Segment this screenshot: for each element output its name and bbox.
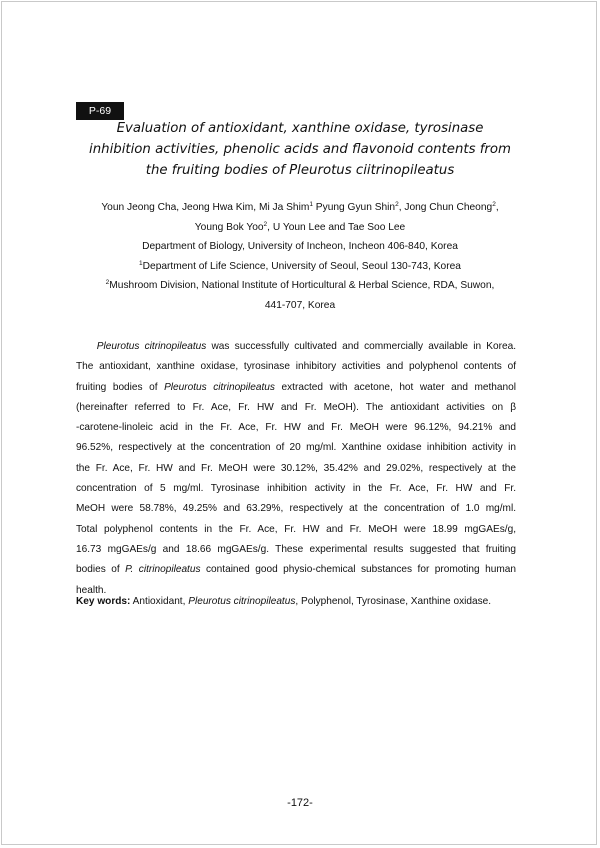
author-line (60, 218, 540, 238)
author-text: Pyung Gyun Shin (312, 202, 396, 213)
abstract-line: The antioxidant, xanthine oxidase, tyrosinase inhibitory activities and polyphenol contents of (76, 361, 516, 373)
page-number: -172- (287, 797, 313, 809)
abstract-line (76, 337, 516, 357)
abstract-text: contained good physio-chemical substances for promoting human (200, 564, 516, 576)
title-line: the fruiting bodies of Pleurotus ciitrinopileatus (145, 163, 455, 178)
affiliation-line: Department of Biology, University of Incheon, Incheon 406-840, Korea (142, 241, 458, 252)
affiliation-text: Mushroom Division, National Institute of Horticultural & Herbal Science, RDA, Suwon, (109, 280, 495, 291)
poster-id-badge: P-69 (76, 102, 124, 120)
abstract-line: Total polyphenol contents in the Fr. Ace, Fr. HW and Fr. MeOH were 18.99 mgGAEs/g, (76, 523, 516, 535)
affiliation-text: Department of Life Science, University of Seoul, Seoul 130-743, Korea (142, 260, 461, 272)
abstract-line: health. (76, 584, 107, 596)
abstract-line (76, 378, 516, 398)
abstract-text: was successfully cultivated and commercially available in Korea. (206, 341, 517, 352)
affiliation-line (60, 257, 540, 277)
author-text: , (495, 202, 499, 213)
author-text: Young Bok Yoo (194, 221, 264, 233)
author-line (60, 198, 540, 218)
affiliation-line: 441-707, Korea (264, 299, 336, 311)
species-name: Pleurotus citrinopileatus (188, 596, 296, 607)
keywords-text: , Polyphenol, Tyrosinase, Xanthine oxidase. (295, 596, 492, 607)
abstract-body (76, 337, 516, 601)
author-text: , Jong Chun Cheong (398, 202, 493, 213)
abstract-line: concentration of 5 mg/ml. Tyrosinase inhibition activity in the Fr. Ace, Fr. HW and Fr. (76, 483, 516, 495)
title-line: Evaluation of antioxidant, xanthine oxidase, tyrosinase (116, 121, 484, 136)
species-name: Pleurotus citrinopileatus (164, 381, 275, 393)
abstract-text: extracted with acetone, hot water and methanol (274, 381, 517, 393)
affiliation-mark: 2 (492, 201, 496, 208)
keywords-label: Key words: (76, 596, 131, 607)
affiliation-mark: 2 (105, 279, 110, 286)
abstract-line: MeOH were 58.78%, 49.25% and 63.29%, respectively at the concentration of 1.0 mg/ml. (76, 503, 516, 515)
abstract-text: fruiting bodies of (76, 381, 165, 393)
abstract-line: the Fr. Ace, Fr. HW and Fr. MeOH were 30.12%, 35.42% and 29.02%, respectively at the (76, 462, 516, 474)
abstract-line: (hereinafter referred to Fr. Ace, Fr. HW and Fr. MeOH). The antioxidant activities on β (76, 401, 516, 413)
author-text: Youn Jeong Cha, Jeong Hwa Kim, Mi Ja Shim (101, 202, 310, 213)
abstract-line: 96.52%, respectively at the concentration of 20 mg/ml. Xanthine oxidase inhibition activity in (76, 442, 516, 454)
keywords-text: Antioxidant, (130, 596, 189, 607)
affiliation-mark: 1 (139, 259, 143, 267)
abstract-line (76, 560, 516, 580)
keywords-line (76, 592, 536, 612)
affiliation-mark: 2 (263, 220, 268, 228)
title-line: inhibition activities, phenolic acids and flavonoid contents from (89, 142, 511, 157)
authors-block (60, 198, 540, 315)
affiliation-mark: 2 (395, 201, 399, 208)
species-name: Pleurotus citrinopileatus (96, 341, 207, 352)
abstract-text: bodies of (76, 564, 126, 576)
author-text: , U Youn Lee and Tae Soo Lee (267, 221, 406, 233)
affiliation-line (60, 276, 540, 296)
species-name: P. citrinopileatus (125, 564, 201, 576)
abstract-line: 16.73 mgGAEs/g and 18.66 mgGAEs/g. These experimental results suggested that fruiting (76, 543, 516, 555)
abstract-line: -carotene-linoleic acid in the Fr. Ace, Fr. HW and Fr. MeOH were 96.12%, 94.21% and (76, 422, 516, 434)
affiliation-mark: 1 (309, 201, 313, 208)
paper-title (60, 118, 540, 181)
